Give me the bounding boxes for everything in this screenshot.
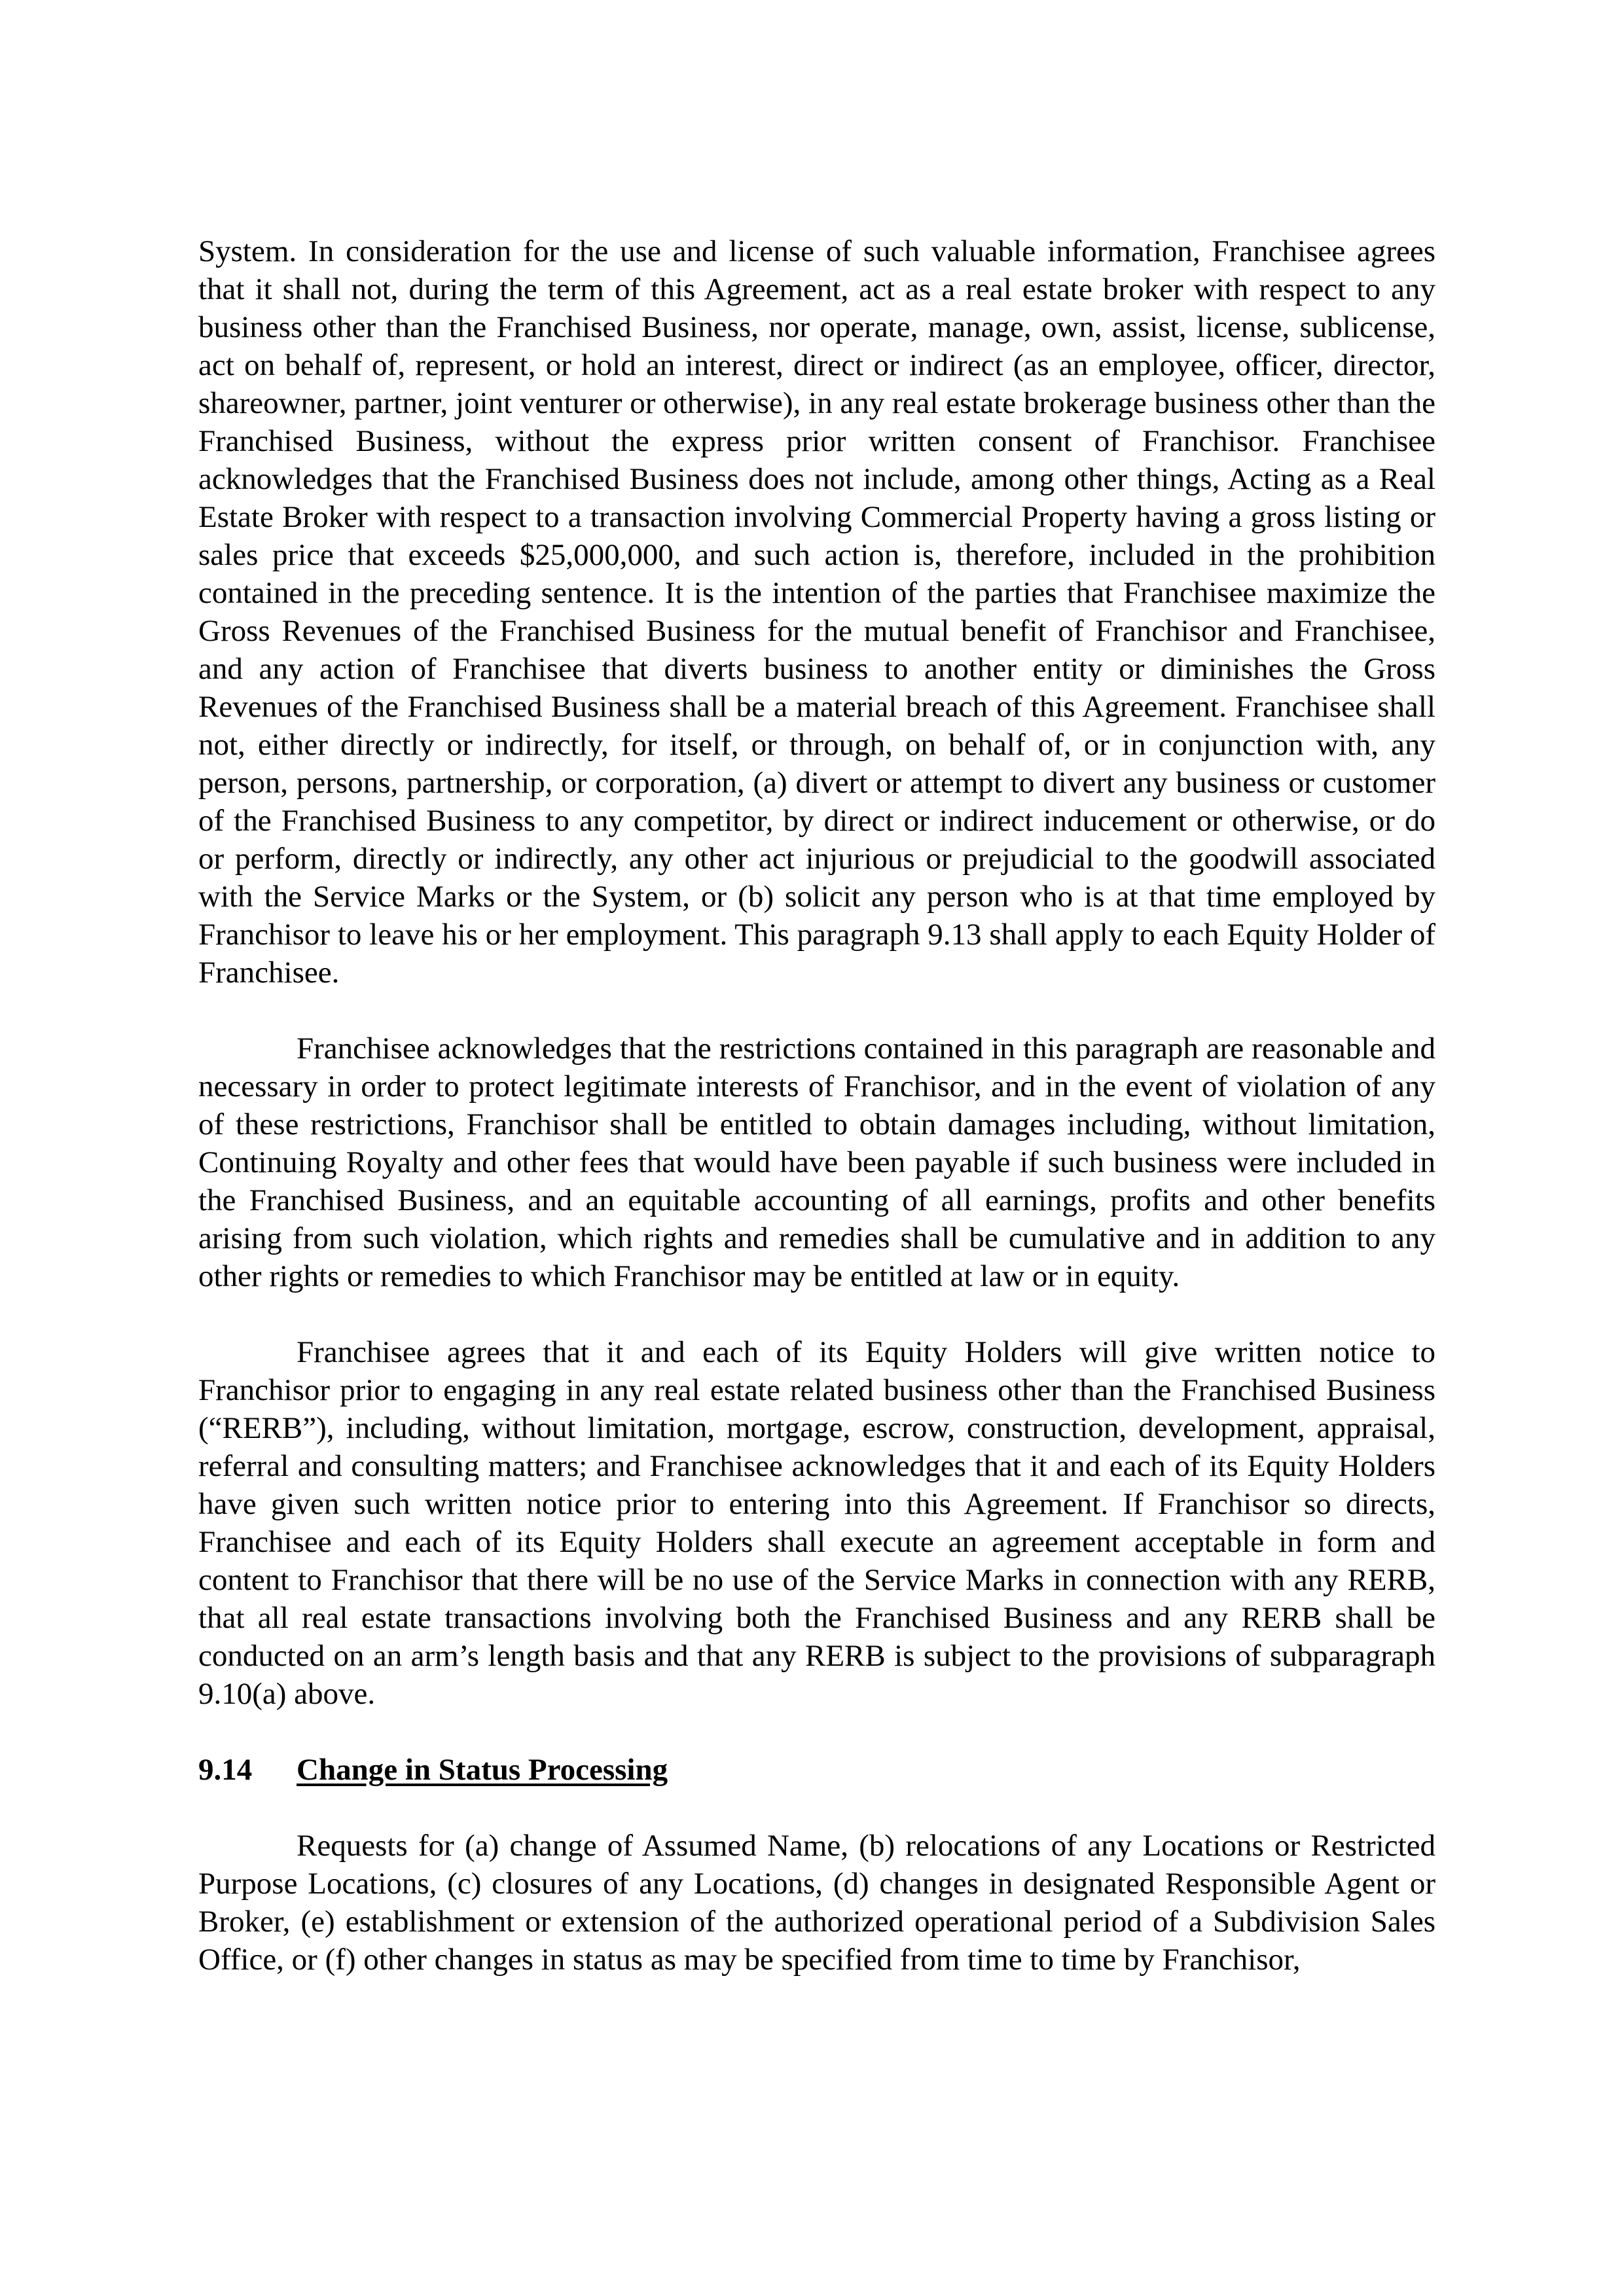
paragraph-restrictions-reasonable: Franchisee acknowledges that the restrictions contained in this paragraph are reasonable and necessary in order to protect legitimate interests of Franchisor, and in the event of violation of any of these restrictions, Franchisor shall be entitled to obtain damages including, without limitation, Continuing Royalty and other fees that would have been payable if such business were included in the Franchised Business, and an equitable accounting of all earnings, profits and other benefits arising from such violation, which rights and remedies shall be cumulative and in addition to any other rights or remedies to which Franchisor may be entitled at law or in equity. — [198, 1031, 1435, 1293]
paragraph-change-requests: Requests for (a) change of Assumed Name, (b) relocations of any Locations or Restricted Purpose Locations, (c) closures of any Locations, (d) changes in designated Responsible Agent or Broker, (e) establishment or extension of the authorized operational period of a Subdivision Sales Office, or (f) other changes in status as may be specified from time to time by Franchisor, — [198, 1829, 1435, 1977]
document-body — [198, 232, 1435, 1979]
paragraph-noncompete: System. In consideration for the use and license of such valuable information, Franchisee agrees that it shall not, during the term of this Agreement, act as a real estate broker with respect to any business other than the Franchised Business, nor operate, manage, own, assist, license, sublicense, act on behalf of, represent, or hold an interest, direct or indirect (as an employee, officer, director, shareowner, partner, joint venturer or otherwise), in any real estate brokerage business other than the Franchised Business, without the express prior written consent of Franchisor. Franchisee acknowledges that the Franchised Business does not include, among other things, Acting as a Real Estate Broker with respect to a transaction involving Commercial Property having a gross listing or sales price that exceeds $25,000,000, and such action is, therefore, included in the prohibition contained in the preceding sentence. It is the intention of the parties that Franchisee maximize the Gross Revenues of the Franchised Business for the mutual benefit of Franchisor and Franchisee, and any action of Franchisee that diverts business to another entity or diminishes the Gross Revenues of the Franchised Business shall be a material breach of this Agreement. Franchisee shall not, either directly or indirectly, for itself, or through, on behalf of, or in conjunction with, any person, persons, partnership, or corporation, (a) divert or attempt to divert any business or customer of the Franchised Business to any competitor, by direct or indirect inducement or otherwise, or do or perform, directly or indirectly, any other act injurious or prejudicial to the goodwill associated with the Service Marks or the System, or (b) solicit any person who is at that time employed by Franchisor to leave his or her employment. This paragraph 9.13 shall apply to each Equity Holder of Franchisee. — [198, 234, 1435, 990]
section-title: Change in Status Processing — [297, 1753, 668, 1787]
section-heading — [198, 1751, 1435, 1789]
section-number: 9.14 — [198, 1753, 253, 1787]
paragraph-rerb-notice: Franchisee agrees that it and each of its Equity Holders will give written notice to Franchisor prior to engaging in any real estate related business other than the Franchised Business (“RERB”), including, without limitation, mortgage, escrow, construction, development, appraisal, referral and consulting matters; and Franchisee acknowledges that it and each of its Equity Holders have given such written notice prior to entering into this Agreement. If Franchisor so directs, Franchisee and each of its Equity Holders shall execute an agreement acceptable in form and content to Franchisor that there will be no use of the Service Marks in connection with any RERB, that all real estate transactions involving both the Franchised Business and any RERB shall be conducted on an arm’s length basis and that any RERB is subject to the provisions of subparagraph 9.10(a) above. — [198, 1335, 1435, 1711]
